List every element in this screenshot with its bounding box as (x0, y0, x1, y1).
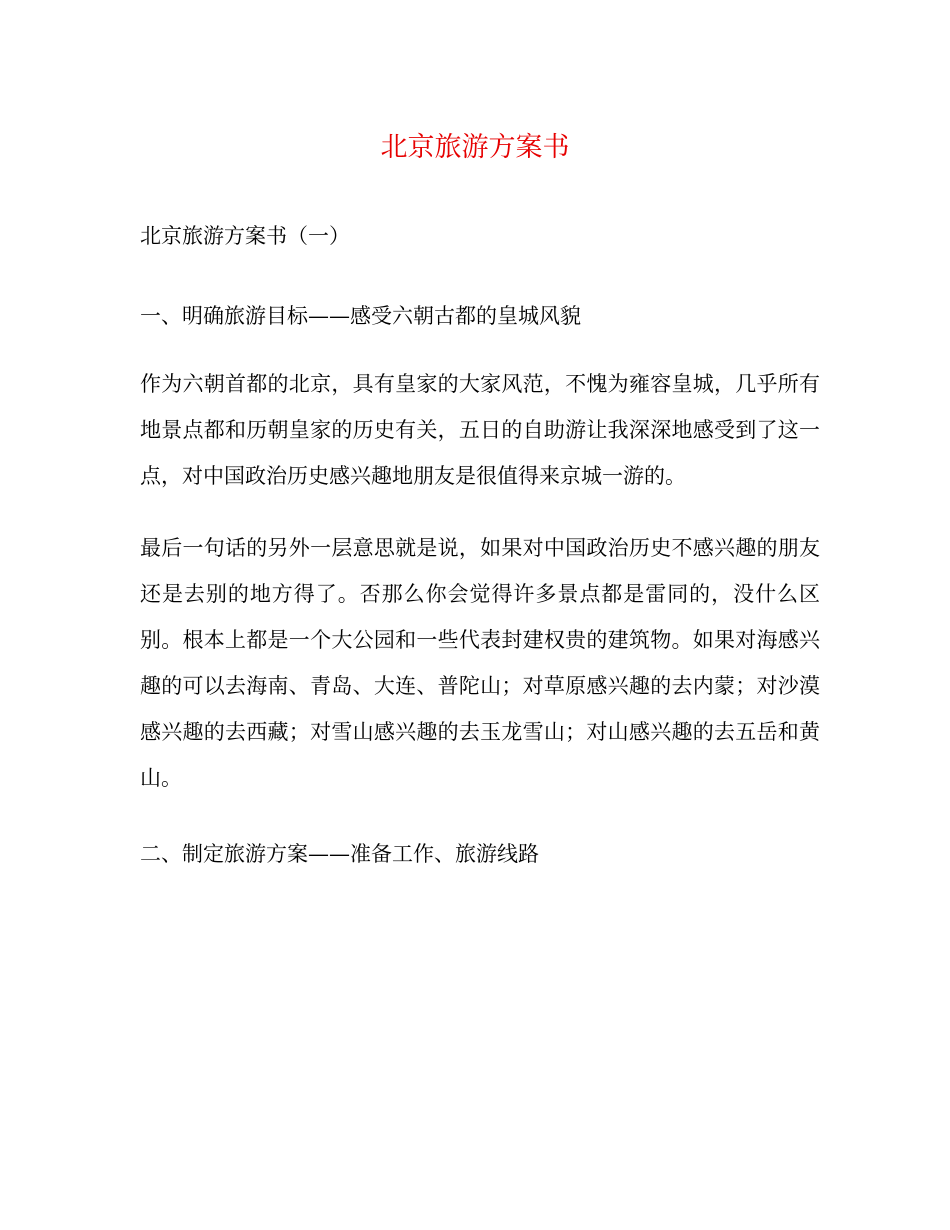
spacer (140, 499, 820, 525)
spacer (140, 339, 820, 361)
section-2-heading: 二、制定旅游方案——准备工作、旅游线路 (140, 842, 539, 866)
spacer (140, 801, 820, 831)
section-1-heading: 一、明确旅游目标——感受六朝古都的皇城风貌 (140, 304, 581, 328)
paragraph-1: 作为六朝首都的北京，具有皇家的大家风范，不愧为雍容皇城，几乎所有地景点都和历朝皇家的历史有关，五日的自助游让我深深地感受到了这一点，对中国政治历史感兴趣地朋友是很值得来京城一游的。 (140, 372, 820, 488)
paragraph-2: 最后一句话的另外一层意思就是说，如果对中国政治历史不感兴趣的朋友还是去别的地方得了。否那么你会觉得许多景点都是雷同的，没什么区别。根本上都是一个大公园和一些代表封建权贵的建筑物。如果对海感兴趣的可以去海南、青岛、大连、普陀山；对草原感兴趣的去内蒙；对沙漠感兴趣的去西藏；对雪山感兴趣的去玉龙雪山；对山感兴趣的去五岳和黄山。 (140, 536, 820, 790)
document-subtitle: 北京旅游方案书（一） (140, 224, 350, 248)
spacer (140, 259, 820, 293)
document-title: 北京旅游方案书 (380, 132, 570, 163)
document-body (140, 213, 820, 877)
